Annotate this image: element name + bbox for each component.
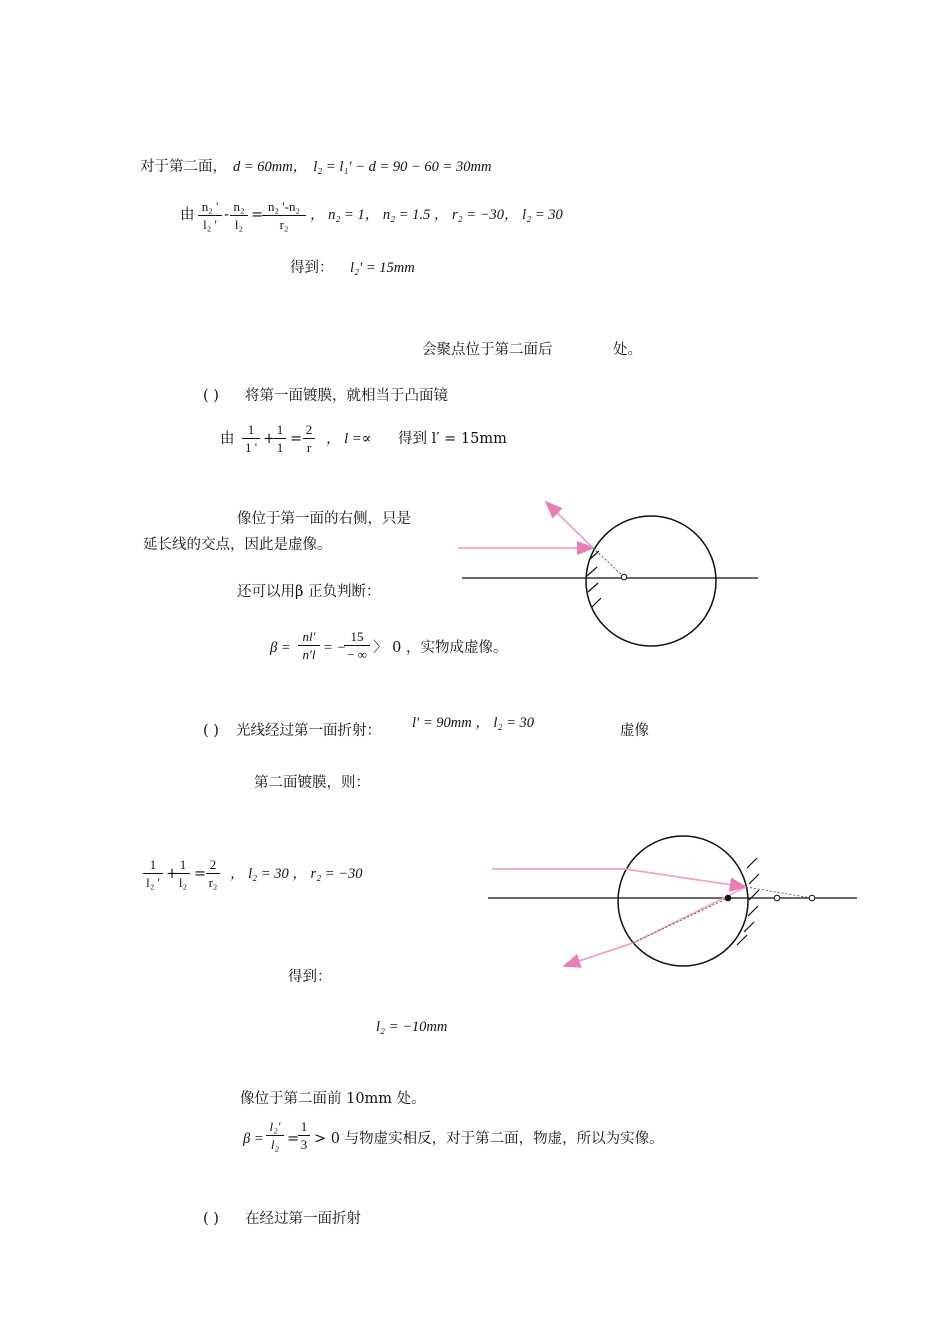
fraction-1-over-l2: $\frac{1}{\text{l₂}}$ [176, 858, 190, 889]
fraction-n2-over-l2: $\frac{\text{n₂}}{\text{l₂}}$ [230, 200, 248, 231]
exit-ray-2 [564, 943, 633, 966]
image-para-line2: 延长线的交点，因此是虚像。 [143, 537, 332, 553]
result-value-1: l₂′ = 15mm [350, 260, 415, 276]
infinity-condition: ， l =∝ [326, 431, 372, 447]
result-label-3: 得到： [288, 969, 332, 985]
section-paren-4: ( ) [203, 1211, 219, 1227]
fraction-1-over-l: $\frac{1}{1}$ [274, 423, 286, 454]
fraction-n2p-over-l2p: $\frac{\text{n₂ '}}{\text{l₂ '}}$ [198, 200, 222, 231]
thickness-d: d = 60mm， [233, 159, 308, 175]
beta-lhs: β = [270, 640, 291, 656]
object-point-2 [809, 895, 815, 901]
second-surface-prefix: 对于第二面， [140, 159, 227, 175]
object-distance-l2: l₂ = l₁′ − d = 90 − 60 = 30mm [313, 159, 492, 175]
refraction-values: l′ = 90mm ， l₂ = 30 [412, 715, 535, 731]
ball-lens-1 [586, 516, 716, 646]
fraction-15-over-inf: 15 − ∞ [344, 630, 370, 661]
image-para-line1: 像位于第一面的右侧，只是 [237, 511, 411, 527]
fraction-1-over-lp: $\frac{1}{1 '}$ [242, 423, 260, 454]
minus-sign: - [224, 207, 229, 223]
plus-sign-2: + [263, 431, 276, 447]
result-label-1: 得到： [290, 260, 334, 276]
fraction-2-over-r2: $\frac{2}{\text{r₂}}$ [206, 858, 220, 889]
equals-sign: = [251, 207, 264, 223]
fraction-delta-n-over-r2: $\frac{\text{n₂ '-n₂}}{\text{r₂}}$ [262, 200, 306, 231]
mirror-result: 得到 l′ = 15mm [398, 431, 507, 447]
section-heading-4: 在经过第一面折射 [245, 1211, 361, 1227]
virtual-image-label: 虚像 [620, 723, 649, 739]
section-heading-3: 光线经过第一面折射： [236, 723, 381, 739]
beta-mid: = − [323, 640, 347, 656]
converge-end: 处。 [613, 342, 642, 358]
mirror-condition: ， l₂ = 30 ， r₂ = −30 [230, 866, 363, 882]
coating-text: 第二面镀膜，则： [254, 775, 370, 791]
converge-text: 会聚点位于第二面后 [422, 342, 553, 358]
section-heading-2: 将第一面镀膜，就相当于凸面镜 [245, 388, 448, 404]
fraction-nl-over-nl: $\frac{nl'}{n'l}$ [298, 630, 320, 661]
section-paren-3: ( ) [203, 723, 219, 739]
image-position-text: 像位于第二面前 10mm 处。 [240, 1091, 426, 1107]
fraction-2-over-r: $\frac{2}{r}$ [303, 423, 315, 454]
image-point [725, 895, 731, 901]
equals-sign-2: = [290, 431, 303, 447]
result-value-3: l₂ = −10mm [376, 1019, 448, 1035]
formula-you-1: 由 [180, 207, 195, 223]
formula-you-2: 由 [220, 431, 235, 447]
equals-sign-3: = [194, 866, 207, 882]
virtual-focus-point [621, 574, 627, 580]
reflected-ray-1 [546, 502, 593, 548]
convex-mirror-diagram [458, 502, 758, 646]
beta-conclusion: 〉 0 ，实物成虚像。 [373, 640, 508, 656]
refracted-ray-2 [625, 869, 746, 887]
beta2-lhs: β = [243, 1131, 264, 1147]
fraction-1-over-3: $\frac{1}{3}$ [298, 1120, 310, 1151]
beta2-equals: = [287, 1131, 300, 1147]
beta-hint: 还可以用β 正负判断： [237, 584, 381, 600]
beta2-conclusion: > 0 与物虚实相反，对于第二面，物虚，所以为实像。 [314, 1131, 664, 1147]
fraction-l2p-over-l2: $\frac{\text{l₂′}}{\text{l₂}}$ [266, 1120, 284, 1151]
refraction-parameters: ， n₂ = 1， n₂ = 1.5 ， r₂ = −30， l₂ = 30 [310, 207, 563, 223]
concave-mirror-diagram [488, 836, 857, 966]
section-paren-2: ( ) [203, 388, 219, 404]
plus-sign-3: + [166, 866, 179, 882]
fraction-1-over-l2p: $\frac{1}{\text{l₂ '}}$ [143, 858, 163, 889]
focus-point-2 [774, 895, 780, 901]
